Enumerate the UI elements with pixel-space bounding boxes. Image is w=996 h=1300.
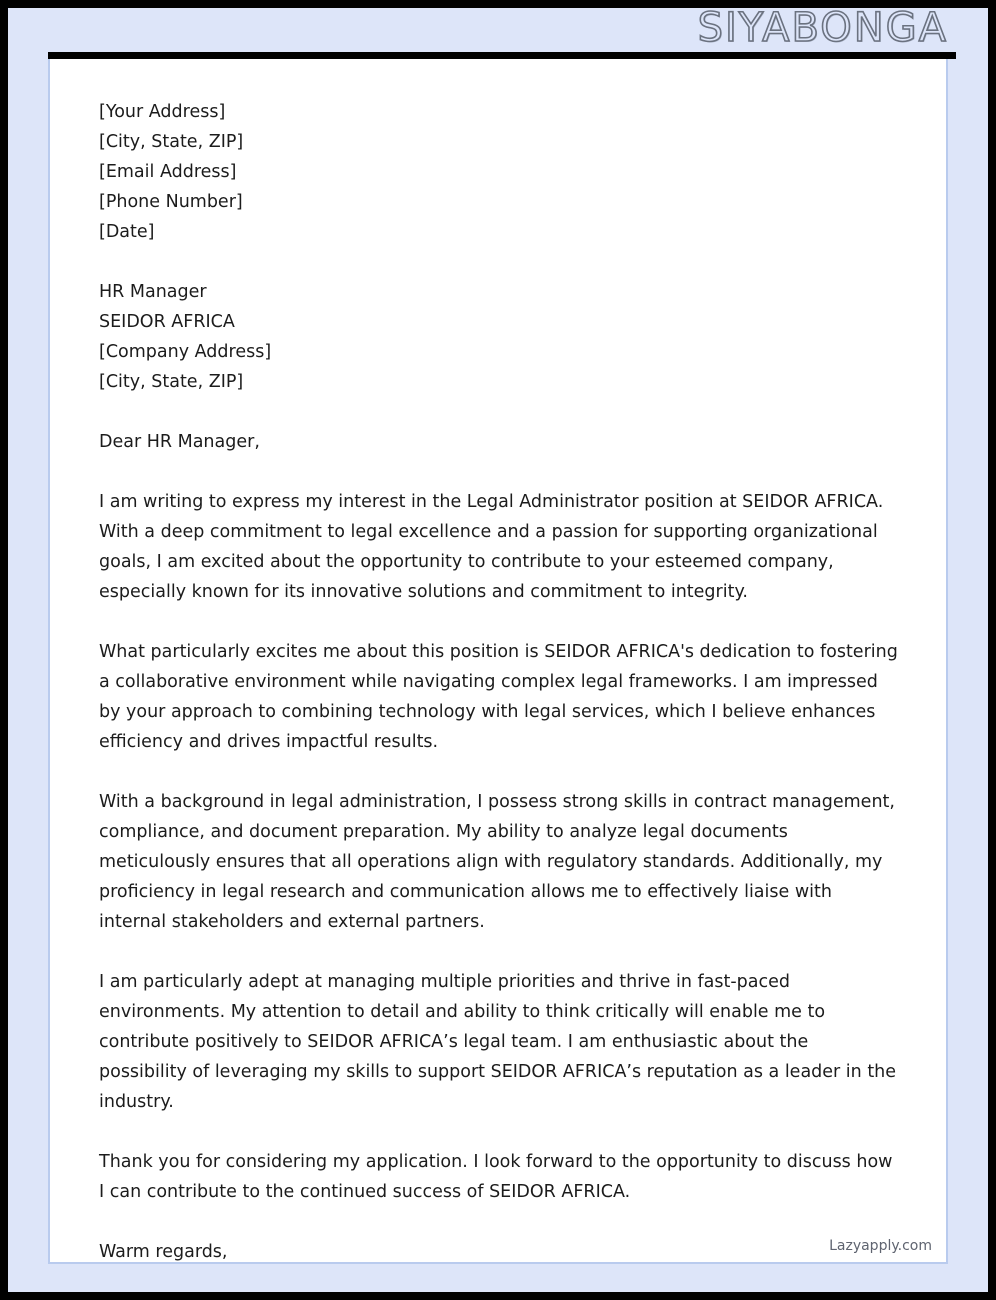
letter-paragraph: What particularly excites me about this position is SEIDOR AFRICA's dedication to fostering a collaborative environment while navigating complex legal frameworks. I am impressed by your approach to combining technology with legal services, which I believe enhances efficiency and drives impactful results. <box>99 642 898 752</box>
recipient-address-line: [Company Address] <box>99 342 272 362</box>
letterhead-divider <box>48 52 956 59</box>
sender-address-line: [Date] <box>99 222 155 242</box>
sender-address-line: [Phone Number] <box>99 192 243 212</box>
letter-sheet <box>48 59 948 1264</box>
closing-line: Warm regards, <box>99 1242 228 1262</box>
sender-address-block <box>99 97 899 247</box>
letter-paragraph: I am writing to express my interest in the Legal Administrator position at SEIDOR AFRICA. With a deep commitment to legal excellence and a passion for supporting organizational goals, I am excited about the opportunity to contribute to your esteemed company, especially known for its innovative solutions and commitment to integrity. <box>99 492 884 602</box>
sender-address-line: [Your Address] <box>99 102 226 122</box>
recipient-address-line: [City, State, ZIP] <box>99 372 244 392</box>
recipient-address-block <box>99 277 899 397</box>
sender-address-line: [City, State, ZIP] <box>99 132 244 152</box>
watermark: Lazyapply.com <box>829 1238 932 1254</box>
company-wordmark: SIYABONGA <box>697 5 948 51</box>
letterhead <box>8 5 988 52</box>
letter-paragraph: Thank you for considering my application. I look forward to the opportunity to discuss how I can contribute to the continued success of SEIDOR AFRICA. <box>99 1152 893 1202</box>
letter-body <box>99 97 899 1264</box>
sender-address-line: [Email Address] <box>99 162 237 182</box>
letter-paragraph: I am particularly adept at managing multiple priorities and thrive in fast-paced environments. My attention to detail and ability to think critically will enable me to contribute positively to SEIDOR AFRICA’s legal team. I am enthusiastic about the possibility of leveraging my skills to support SEIDOR AFRICA’s reputation as a leader in the industry. <box>99 972 897 1112</box>
recipient-address-line: SEIDOR AFRICA <box>99 312 235 332</box>
letter-paragraph: With a background in legal administration, I possess strong skills in contract management, compliance, and document preparation. My ability to analyze legal documents meticulously ensures that all operations align with regulatory standards. Additionally, my proficiency in legal research and communication allows me to effectively liaise with internal stakeholders and external partners. <box>99 792 895 932</box>
recipient-address-line: HR Manager <box>99 282 207 302</box>
salutation: Dear HR Manager, <box>99 432 260 452</box>
